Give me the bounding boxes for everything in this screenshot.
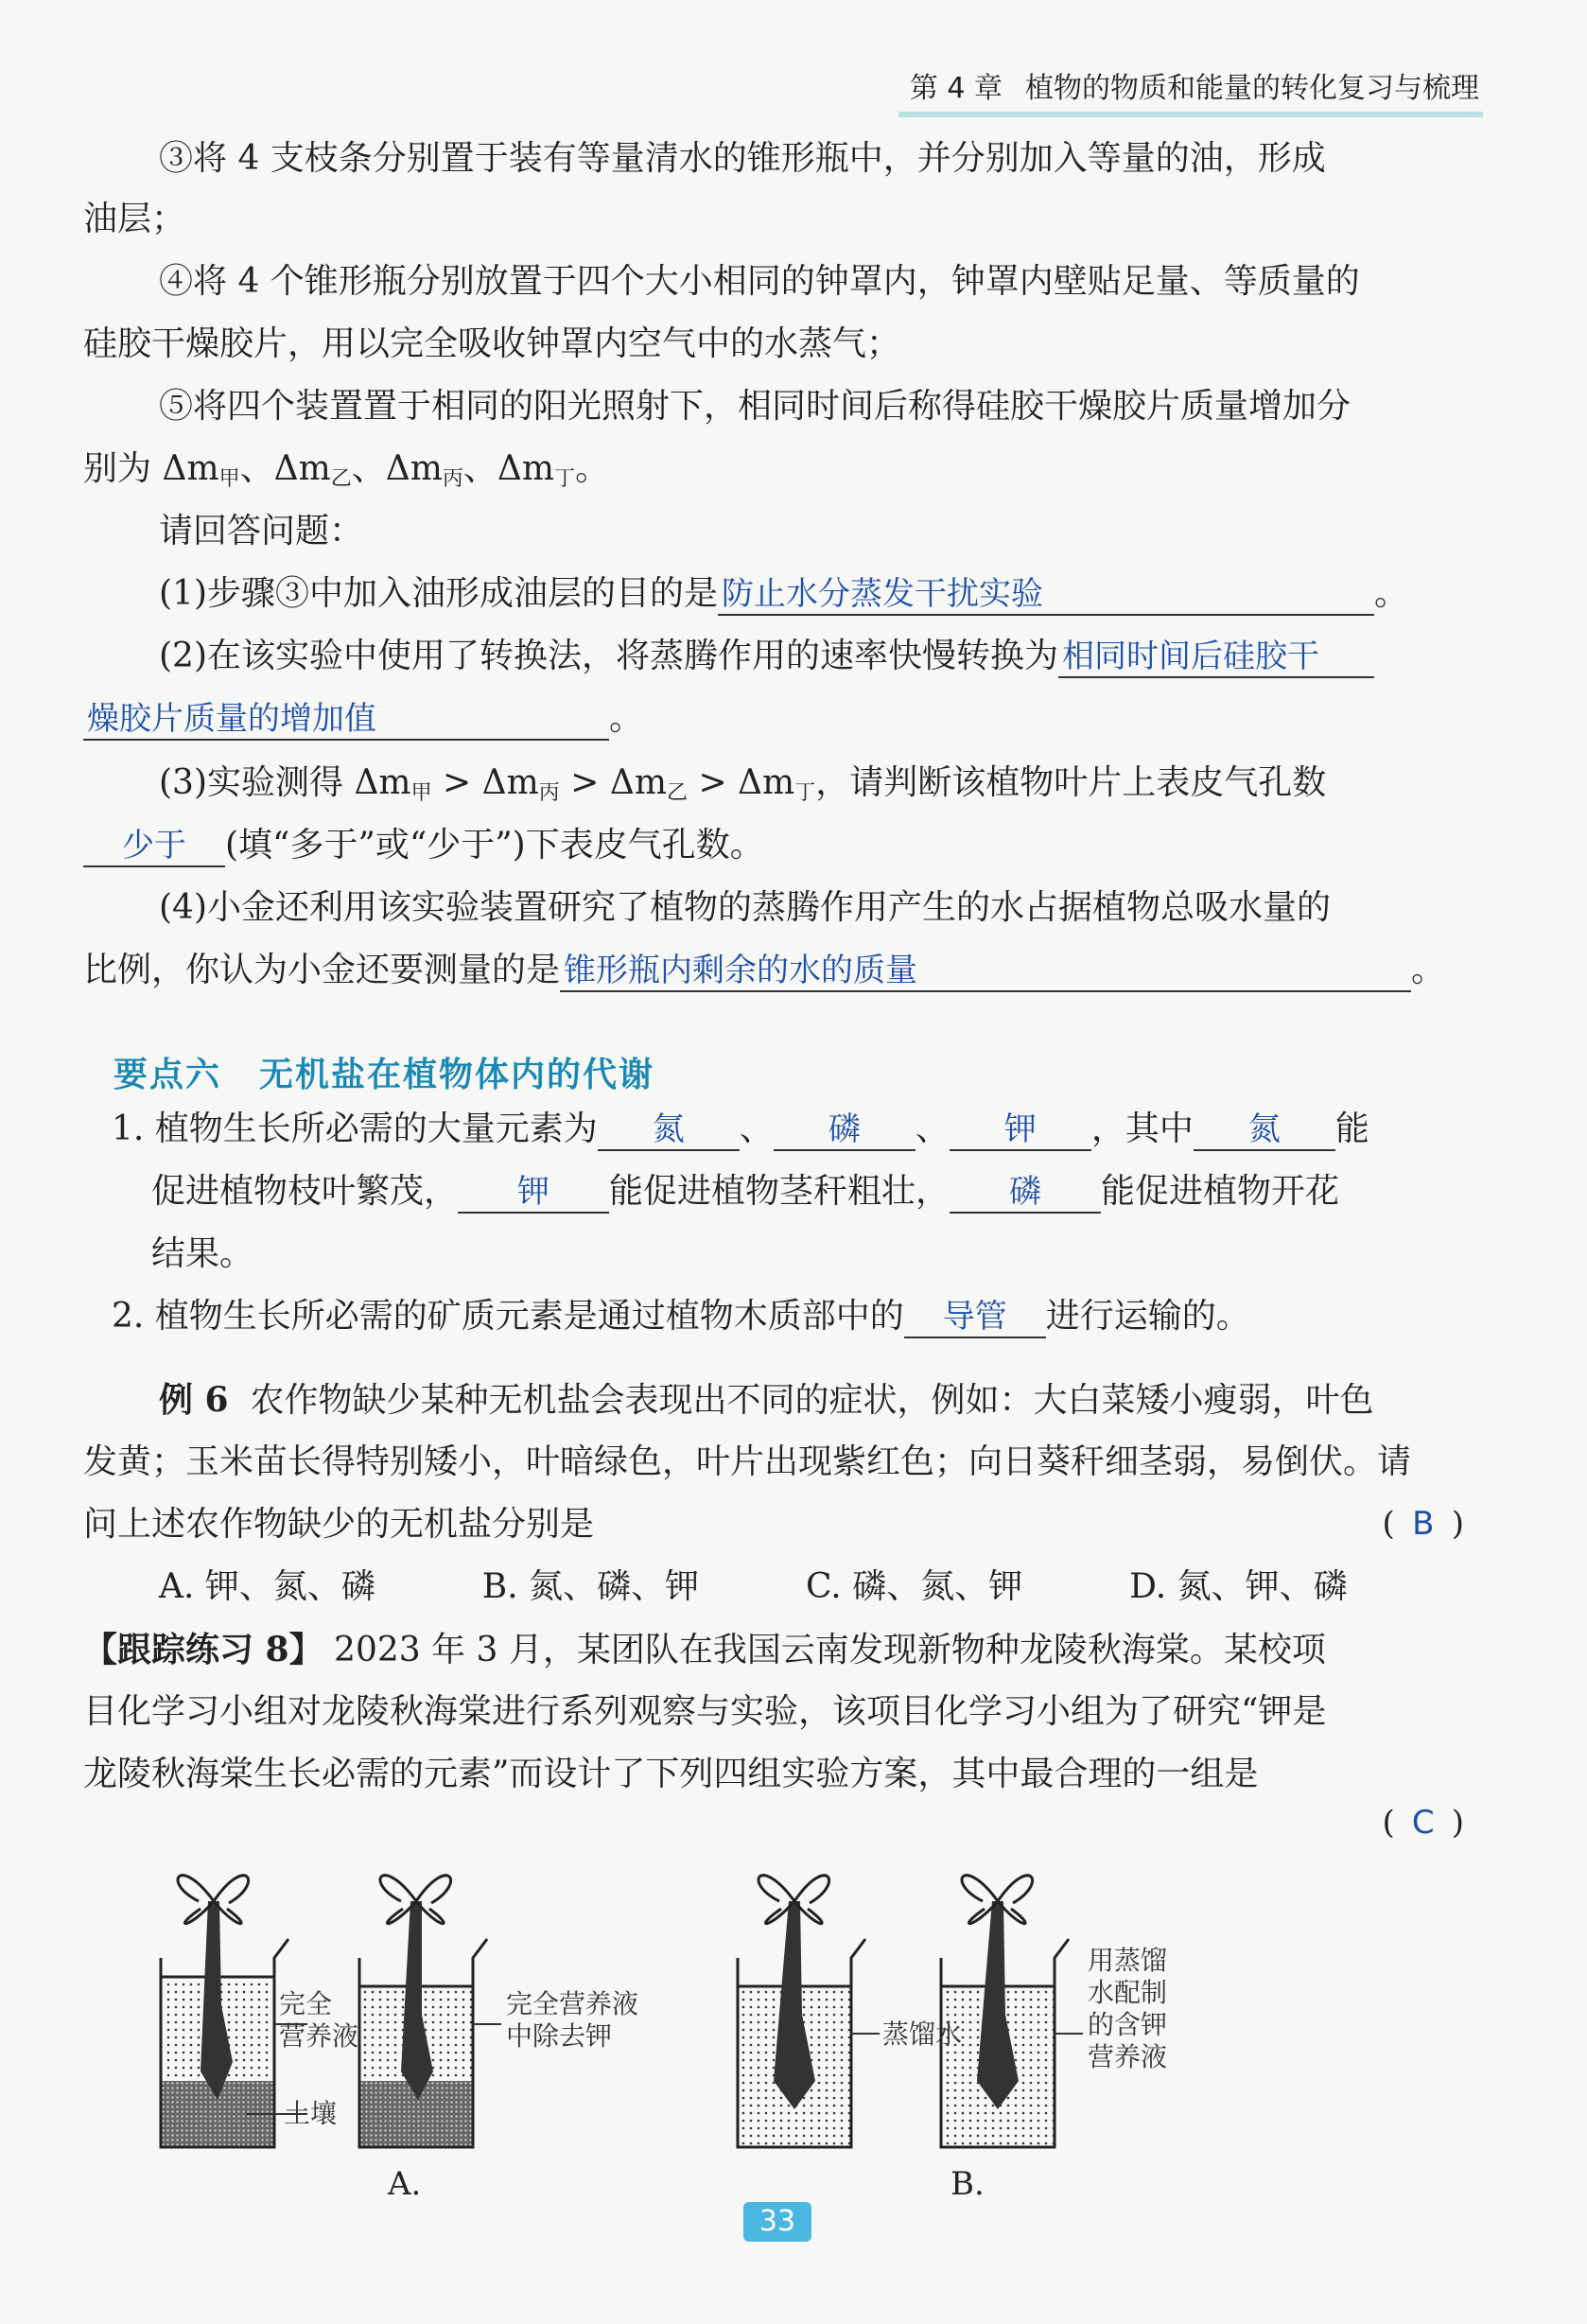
question-1: (1)步骤③中加入油形成油层的目的是 防止水分蒸发干扰实验 。 [159,573,1408,616]
option-c[interactable]: C. 磷、氮、钾 [806,1567,1023,1606]
label-soil: 土壤 [284,2098,338,2129]
practice-8-line1: 【跟踪练习 8】 2023 年 3 月，某团队在我国云南发现新物种龙陵秋海棠。某校项 [83,1630,1326,1669]
step-3-line1: ③将 4 支枝条分别置于装有等量清水的锥形瓶中，并分别加入等量的油，形成 [159,139,1326,178]
experiment-figure [142,1844,1229,2204]
answer-element-flower[interactable]: 磷 [950,1172,1101,1214]
answer-q1[interactable]: 防止水分蒸发干扰实验 [718,574,1374,616]
step-4-line2: 硅胶干燥胶片，用以完全吸收钟罩内空气中的水蒸气； [83,324,901,363]
chapter-header [898,64,1483,117]
item-1-line1: 1. 植物生长所必需的大量元素为 氮 、 磷 、 钾 ，其中 氮 能 [112,1109,1369,1151]
plant-a-no-potassium [359,1876,487,2147]
step-3-line2: 油层； [83,200,186,238]
chapter-number: 第 4 章 [909,72,1003,105]
example-answer-bracket: ( B ) [1382,1505,1464,1543]
option-a[interactable]: A. 钾、氮、磷 [159,1567,375,1606]
label-complete-1: 完全 [279,1988,333,2019]
item-1-line2: 促进植物枝叶繁茂， 钾 能促进植物茎秆粗壮， 磷 能促进植物开花 [151,1171,1339,1214]
chapter-title: 植物的物质和能量的转化复习与梳理 [1025,72,1479,105]
question-2-line1: (2)在该实验中使用了转换法，将蒸腾作用的速率快慢转换为 相同时间后硅胶干 [159,636,1374,678]
label-k-1: 用蒸馏 [1088,1945,1168,1976]
answer-element-stem[interactable]: 钾 [458,1172,609,1214]
item-2: 2. 植物生长所必需的矿质元素是通过植物木质部中的 导管 进行运输的。 [112,1296,1250,1338]
answer-q4[interactable]: 锥形瓶内剩余的水的质量 [560,951,1411,992]
item-1-line3: 结果。 [151,1234,254,1273]
question-3-line1: (3)实验测得 $\Delta m_甲 > \Delta m_丙 > \Delta m_乙 > \Delta m_丁$，请判断该植物叶片上表皮气孔数 [159,763,1327,805]
question-2-line2: 燥胶片质量的增加值 。 [83,698,643,741]
answer-q3[interactable]: 少于 [83,826,225,867]
answer-element-2[interactable]: 磷 [774,1110,916,1151]
answer-element-1[interactable]: 氮 [598,1110,740,1151]
plant-b-distilled-water [738,1876,865,2147]
caption-b: B. [950,2165,985,2203]
section-heading: 要点六 无机盐在植物体内的代谢 [113,1056,655,1094]
option-d[interactable]: D. 氮、钾、磷 [1129,1567,1348,1606]
option-b[interactable]: B. 氮、磷、钾 [481,1567,700,1606]
questions-intro: 请回答问题： [159,512,364,550]
question-3-line2: 少于 (填“多于”或“少于”)下表皮气孔数。 [83,825,764,867]
page-number: 33 [743,2202,811,2242]
practice-8-line3: 龙陵秋海棠生长必需的元素”而设计了下列四组实验方案，其中最合理的一组是 [83,1755,1259,1793]
plant-a-complete-nutrient [161,1876,288,2147]
example-6-line2: 发黄；玉米苗长得特别矮小，叶暗绿色，叶片出现紫红色；向日葵秆细茎弱，易倒伏。请 [83,1442,1412,1481]
answer-element-3[interactable]: 钾 [950,1110,1091,1151]
practice-answer-bracket: ( C ) [1382,1804,1464,1842]
example-6-line3: 问上述农作物缺少的无机盐分别是 [83,1505,595,1544]
label-no-k-1: 完全营养液 [506,1988,639,2019]
label-k-3: 的含钾 [1088,2009,1168,2040]
practice-8-line2: 目化学习小组对龙陵秋海棠进行系列观察与实验，该项目化学习小组为了研究“钾是 [83,1692,1327,1731]
label-distilled: 蒸馏水 [882,2018,963,2050]
question-4-line1: (4)小金还利用该实验装置研究了植物的蒸腾作用产生的水占据植物总吸水量的 [159,888,1331,927]
caption-a: A. [388,2165,422,2203]
example-answer[interactable]: B [1412,1505,1435,1543]
answer-q2-part1[interactable]: 相同时间后硅胶干 [1058,637,1374,678]
answer-xylem-vessel[interactable]: 导管 [904,1297,1046,1338]
example-options [159,1566,1348,1608]
example-label: 例 6 [159,1380,229,1420]
label-complete-2: 营养液 [279,2020,359,2052]
label-k-4: 营养液 [1088,2041,1168,2072]
step-5-line2: 别为 $\Delta m_甲$、$\Delta m_乙$、$\Delta m_丙$、$\Delta m_丁$。 [83,449,610,491]
plant-b-potassium-solution [941,1876,1069,2147]
answer-element-foliage[interactable]: 氮 [1194,1110,1335,1151]
practice-label: 【跟踪练习 8】 [83,1630,323,1669]
label-no-k-2: 中除去钾 [506,2020,613,2052]
practice-answer[interactable]: C [1411,1804,1435,1842]
answer-q2-part2[interactable]: 燥胶片质量的增加值 [83,699,609,741]
label-k-2: 水配制 [1088,1977,1168,2008]
example-6-line1: 例 6 农作物缺少某种无机盐会表现出不同的症状，例如：大白菜矮小瘦弱，叶色 [159,1380,1374,1420]
step-4-line1: ④将 4 个锥形瓶分别放置于四个大小相同的钟罩内，钟罩内壁贴足量、等质量的 [159,262,1360,301]
question-4-line2: 比例，你认为小金还要测量的是 锥形瓶内剩余的水的质量 。 [83,950,1445,992]
step-5-line1: ⑤将四个装置置于相同的阳光照射下，相同时间后称得硅胶干燥胶片质量增加分 [159,387,1352,426]
